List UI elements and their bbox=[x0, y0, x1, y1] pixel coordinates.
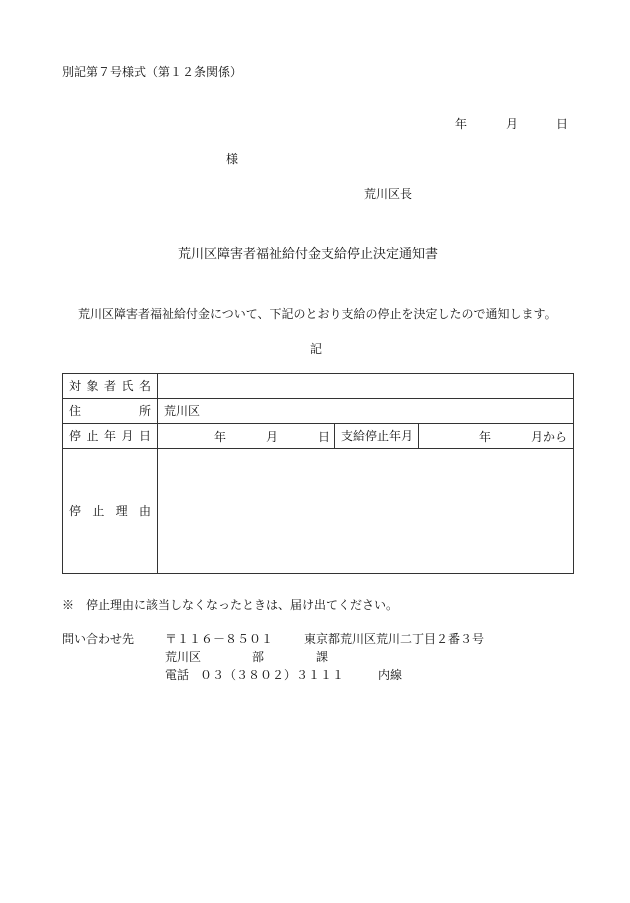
body-text: 荒川区障害者福祉給付金について、下記のとおり支給の停止を決定したので通知します。 bbox=[78, 307, 557, 321]
payment-stop-value bbox=[419, 424, 574, 449]
table-row-stop-date bbox=[63, 424, 574, 449]
name-value bbox=[158, 374, 574, 399]
date-day-label: 日 bbox=[556, 117, 569, 131]
name-label: 対象者氏名 bbox=[63, 374, 158, 399]
payment-stop-label: 支給停止年月 bbox=[335, 424, 419, 449]
notice-table bbox=[62, 373, 574, 574]
form-number: 別記第７号様式（第１２条関係） bbox=[62, 65, 243, 79]
contact-label: 問い合わせ先 bbox=[62, 632, 135, 646]
reason-value bbox=[158, 449, 574, 574]
contact-dept-ka: 課 bbox=[316, 650, 329, 664]
stop-date-month: 月 bbox=[266, 430, 279, 444]
stop-date-value bbox=[158, 424, 335, 449]
ki-heading: 記 bbox=[310, 342, 323, 356]
date-month-label: 月 bbox=[506, 117, 519, 131]
issuer: 荒川区長 bbox=[364, 187, 413, 201]
contact-tel-number: ０３（３８０２）３１１１ bbox=[200, 668, 345, 682]
stop-date-year: 年 bbox=[214, 430, 227, 444]
address-value: 荒川区 bbox=[158, 399, 574, 424]
table-row-reason bbox=[63, 449, 574, 574]
contact-address: 東京都荒川区荒川二丁目２番３号 bbox=[304, 632, 485, 646]
contact-tel-label: 電話 bbox=[165, 668, 190, 682]
note: ※ 停止理由に該当しなくなったときは、届け出てください。 bbox=[62, 598, 399, 612]
addressee-suffix: 様 bbox=[226, 152, 239, 166]
contact-dept-ward: 荒川区 bbox=[165, 650, 202, 664]
contact-dept-bu: 部 bbox=[252, 650, 265, 664]
date-year-label: 年 bbox=[455, 117, 468, 131]
payment-stop-month-from: 月から bbox=[531, 430, 568, 444]
contact-tel-ext: 内線 bbox=[378, 668, 403, 682]
payment-stop-year: 年 bbox=[479, 430, 492, 444]
reason-label: 停止理由 bbox=[63, 449, 158, 574]
contact-postal-code: 〒１１６－８５０１ bbox=[165, 632, 274, 646]
stop-date-label: 停止年月日 bbox=[63, 424, 158, 449]
table-row-address bbox=[63, 399, 574, 424]
table-row-name bbox=[63, 374, 574, 399]
document-title: 荒川区障害者福祉給付金支給停止決定通知書 bbox=[178, 247, 439, 262]
stop-date-day: 日 bbox=[318, 430, 331, 444]
address-label: 住所 bbox=[63, 399, 158, 424]
